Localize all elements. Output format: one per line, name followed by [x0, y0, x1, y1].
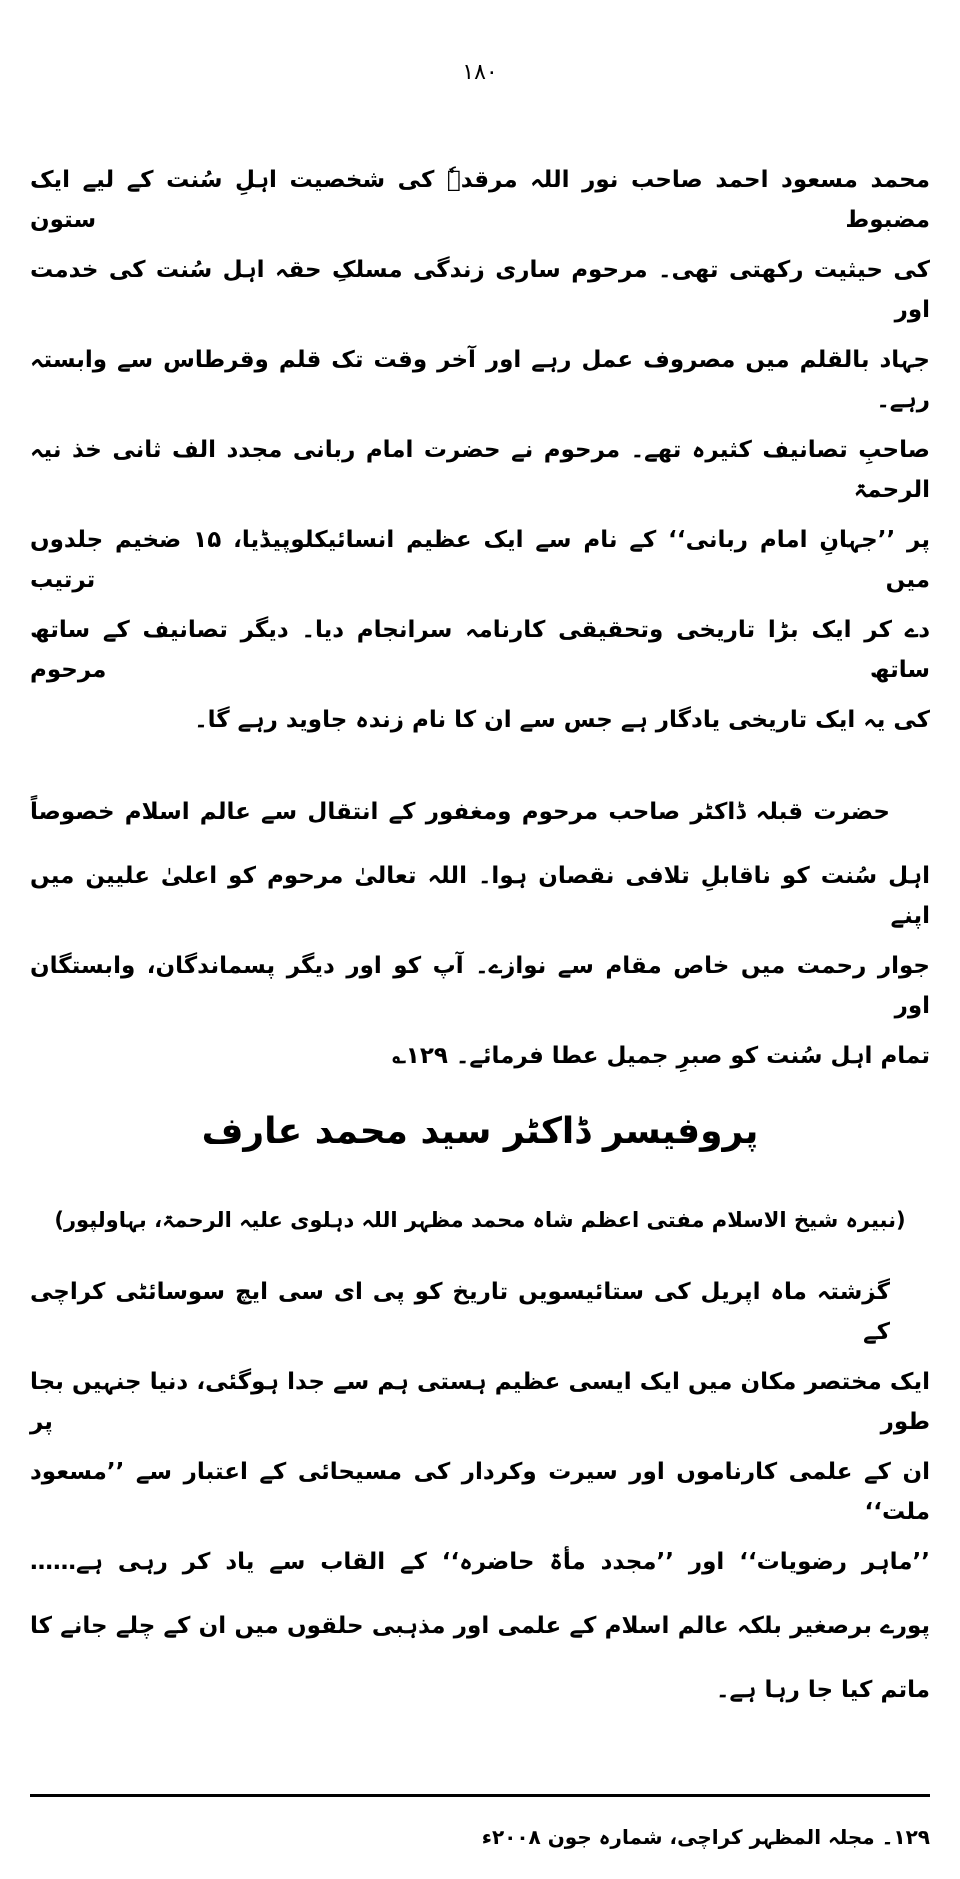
text-line: ایک مختصر مکان میں ایک ایسی عظیم ہستی ہم سے جدا ہوگئی، دنیا جنہیں بجا طور پر — [30, 1369, 930, 1435]
text-line: جہاد بالقلم میں مصروف عمل رہے اور آخر وقت تک قلم وقرطاس سے وابستہ رہے۔ — [30, 347, 930, 413]
text-line: صاحبِ تصانیف کثیرہ تھے۔ مرحوم نے حضرت امام ربانی مجدد الف ثانی خذ نیہ الرحمۃ — [30, 437, 930, 503]
text-line: دے کر ایک بڑا تاریخی وتحقیقی کارنامہ سرانجام دیا۔ دیگر تصانیف کے ساتھ ساتھ مرحوم — [30, 617, 930, 683]
text-line: ’’ماہر رضویات‘‘ اور ’’مجدد مأۃ حاضرہ‘‘ کے القاب سے یاد کر رہی ہے…… — [30, 1549, 930, 1575]
text-line: کی یہ ایک تاریخی یادگار ہے جس سے ان کا نام زندہ جاوید رہے گا۔ — [194, 707, 930, 733]
paragraph-gap — [30, 754, 930, 782]
text-line: محمد مسعود احمد صاحب نور اللہ مرقدہٗ کی شخصیت اہلِ سُنت کے لیے ایک مضبوط ستون — [30, 167, 930, 233]
section-subheading: (نبیرہ شیخ الاسلام مفتی اعظم شاہ محمد مظہر اللہ دہلوی علیہ الرحمۃ، بہاولپور) — [54, 1208, 906, 1232]
paragraph-3 — [30, 1262, 930, 1724]
paragraph-2 — [30, 782, 930, 1090]
text-line: پورے برصغیر بلکہ عالم اسلام کے علمی اور مذہبی حلقوں میں ان کے چلے جانے کا — [30, 1613, 930, 1639]
footnote-divider — [30, 1794, 930, 1797]
text-line: کی حیثیت رکھتی تھی۔ مرحوم ساری زندگی مسلکِ حقہ اہل سُنت کی خدمت اور — [30, 257, 930, 323]
text-line: اہل سُنت کو ناقابلِ تلافی نقصان ہوا۔ اللہ تعالیٰ مرحوم کو اعلیٰ علیین میں اپنے — [30, 863, 930, 929]
page-number: ۱۸۰ — [462, 60, 498, 85]
text-line: گزشتہ ماہ اپریل کی ستائیسویں تاریخ کو پی ای سی ایچ سوسائٹی کراچی کے — [30, 1279, 890, 1345]
text-line: ان کے علمی کارناموں اور سیرت وکردار کی مسیحائی کے اعتبار سے ’’مسعود ملت‘‘ — [30, 1459, 930, 1525]
text-line: پر ’’جہانِ امام ربانی‘‘ کے نام سے ایک عظیم انسائیکلوپیڈیا، ۱۵ ضخیم جلدوں میں ترتیب — [30, 527, 930, 593]
section-heading: پروفیسر ڈاکٹر سید محمد عارف — [201, 1111, 759, 1152]
text-line: تمام اہل سُنت کو صبرِ جمیل عطا فرمائے۔ ۱۲۹؎ — [392, 1043, 930, 1069]
text-line: ماتم کیا جا رہا ہے۔ — [716, 1677, 930, 1703]
paragraph-1 — [30, 150, 930, 754]
text-line: حضرت قبلہ ڈاکٹر صاحب مرحوم ومغفور کے انتقال سے عالم اسلام خصوصاً — [30, 799, 890, 825]
footnote: ۱۲۹۔ مجلہ المظہر کراچی، شمارہ جون ۲۰۰۸ء — [481, 1825, 930, 1849]
text-line: جوار رحمت میں خاص مقام سے نوازے۔ آپ کو اور دیگر پسماندگان، وابستگان اور — [30, 953, 930, 1019]
